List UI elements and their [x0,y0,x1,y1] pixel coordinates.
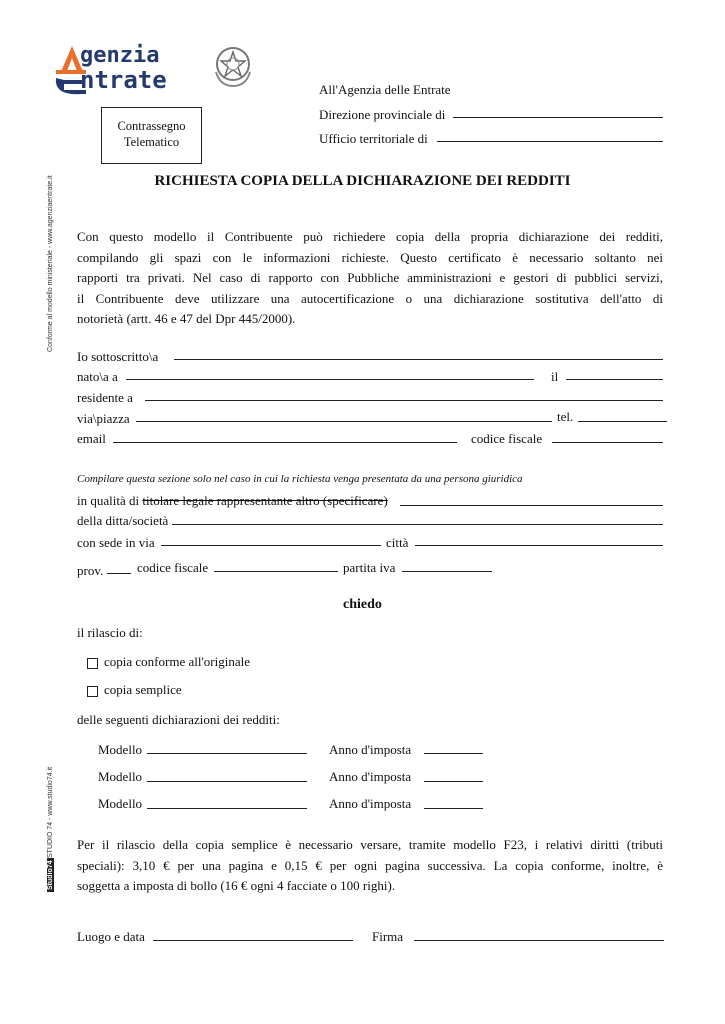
direzione-field[interactable] [453,117,663,118]
anno-label: Anno d'imposta [329,796,412,811]
ditta-label: della ditta/società [77,513,169,528]
side-note-top: Conforme al modello ministeriale - www.agenziaentrate.it [47,175,54,352]
anno-field[interactable] [424,753,483,754]
partita-iva-field[interactable] [402,571,492,572]
ufficio-field[interactable] [437,141,663,142]
intro-line: compilando gli spazi con le informazioni richieste. Questo certificato è necessario soltanto nei [77,249,663,265]
citta-label: città [386,535,409,550]
logo-line1: genzia [80,43,160,68]
address-line3: Ufficio territoriale di [319,131,428,146]
nato-label: nato\a a [77,369,118,384]
via-field[interactable] [136,421,552,422]
checkbox-icon[interactable] [87,658,98,669]
address-line2: Direzione provinciale di [319,107,446,122]
modello-label: Modello [98,769,143,784]
email-field[interactable] [113,442,457,443]
codice-fiscale-label: codice fiscale [471,431,543,446]
sede-label: con sede in via [77,535,155,550]
side-logo: Studio74 [47,860,54,890]
anno-field[interactable] [424,781,483,782]
luogo-data-field[interactable] [153,940,353,941]
residente-label: residente a [77,390,133,405]
qualita-struck-text: titolare legale rappresentante altro (specificare) [142,493,388,508]
rilascio-label: il rilascio di: [77,625,143,640]
side-note-bottom: STUDIO 74 - www.studio74.it [47,766,54,858]
dichiarazioni-label: delle seguenti dichiarazioni dei redditi: [77,712,280,727]
legal-codice-fiscale-label: codice fiscale [137,560,209,575]
codice-fiscale-field[interactable] [552,442,663,443]
anno-label: Anno d'imposta [329,769,412,784]
via-label: via\piazza [77,411,130,426]
tel-label: tel. [557,409,574,424]
email-label: email [77,431,106,446]
intro-line: Con questo modello il Contribuente può richiedere copia della propria dichiarazione dei redditi, [77,229,663,244]
italian-republic-emblem-icon [210,42,256,90]
modello-field[interactable] [147,781,307,782]
luogo-data-label: Luogo e data [77,929,145,944]
anno-label: Anno d'imposta [329,742,412,757]
fee-line: speciali): 3,10 € per una pagina e 0,15 € per ogni pagina successiva. La copia conforme, inoltre, è [77,857,663,873]
sottoscritto-label: Io sottoscritto\a [77,349,159,364]
legal-note: Compilare questa sezione solo nel caso in cui la richiesta venga presentata da una persona giuridica [77,473,523,485]
option-label: copia conforme all'originale [104,654,251,669]
modello-field[interactable] [147,808,307,809]
intro-line: notorietà (artt. 46 e 47 del Dpr 445/2000). [77,311,296,326]
intro-line: rapporti tra privati. Nel caso di rapporto con Pubbliche amministrazioni e gestori di pubblici servizi, [77,270,663,285]
option-label: copia semplice [104,682,182,697]
contrassegno-box [101,107,202,164]
fee-line: Per il rilascio della copia semplice è necessario versare, tramite modello F23, i relativi diritti (tributi [77,837,663,852]
partita-iva-label: partita iva [343,560,396,575]
logo-line2: ntrate [80,66,167,94]
sede-field[interactable] [161,545,381,546]
data-nascita-field[interactable] [566,379,663,380]
modello-label: Modello [98,796,143,811]
modello-field[interactable] [147,753,307,754]
qualita-label: in qualità di titolare legale rappresentante altro (specificare) [77,493,388,508]
address-line1: All'Agenzia delle Entrate [319,82,451,97]
tel-field[interactable] [578,421,667,422]
residente-field[interactable] [145,400,663,401]
firma-field[interactable] [414,940,664,941]
firma-label: Firma [372,929,404,944]
chiedo-heading: chiedo [343,597,382,612]
page-title: RICHIESTA COPIA DELLA DICHIARAZIONE DEI REDDITI [154,173,571,189]
anno-field[interactable] [424,808,483,809]
nato-field[interactable] [126,379,534,380]
prov-label: prov. [77,563,104,578]
intro-paragraph [77,227,663,330]
option-copia-conforme[interactable] [87,655,250,669]
stamp-line2: Telematico [123,135,180,149]
stamp-line1: Contrassegno [117,119,186,133]
option-copia-semplice[interactable] [87,683,182,697]
fee-paragraph [77,835,663,897]
legal-codice-fiscale-field[interactable] [214,571,338,572]
checkbox-icon[interactable] [87,686,98,697]
fee-line: soggetta a imposta di bollo (16 € ogni 4 facciate o 100 righi). [77,878,396,893]
ditta-field[interactable] [172,524,663,525]
sottoscritto-field[interactable] [174,359,663,360]
qualita-field[interactable] [400,505,663,506]
intro-line: il Contribuente deve utilizzare una autocertificazione o una dichiarazione sostitutiva dell'atto di [77,290,663,306]
modello-label: Modello [98,742,143,757]
citta-field[interactable] [415,545,663,546]
prov-field[interactable] [107,573,131,574]
il-label: il [551,369,559,384]
